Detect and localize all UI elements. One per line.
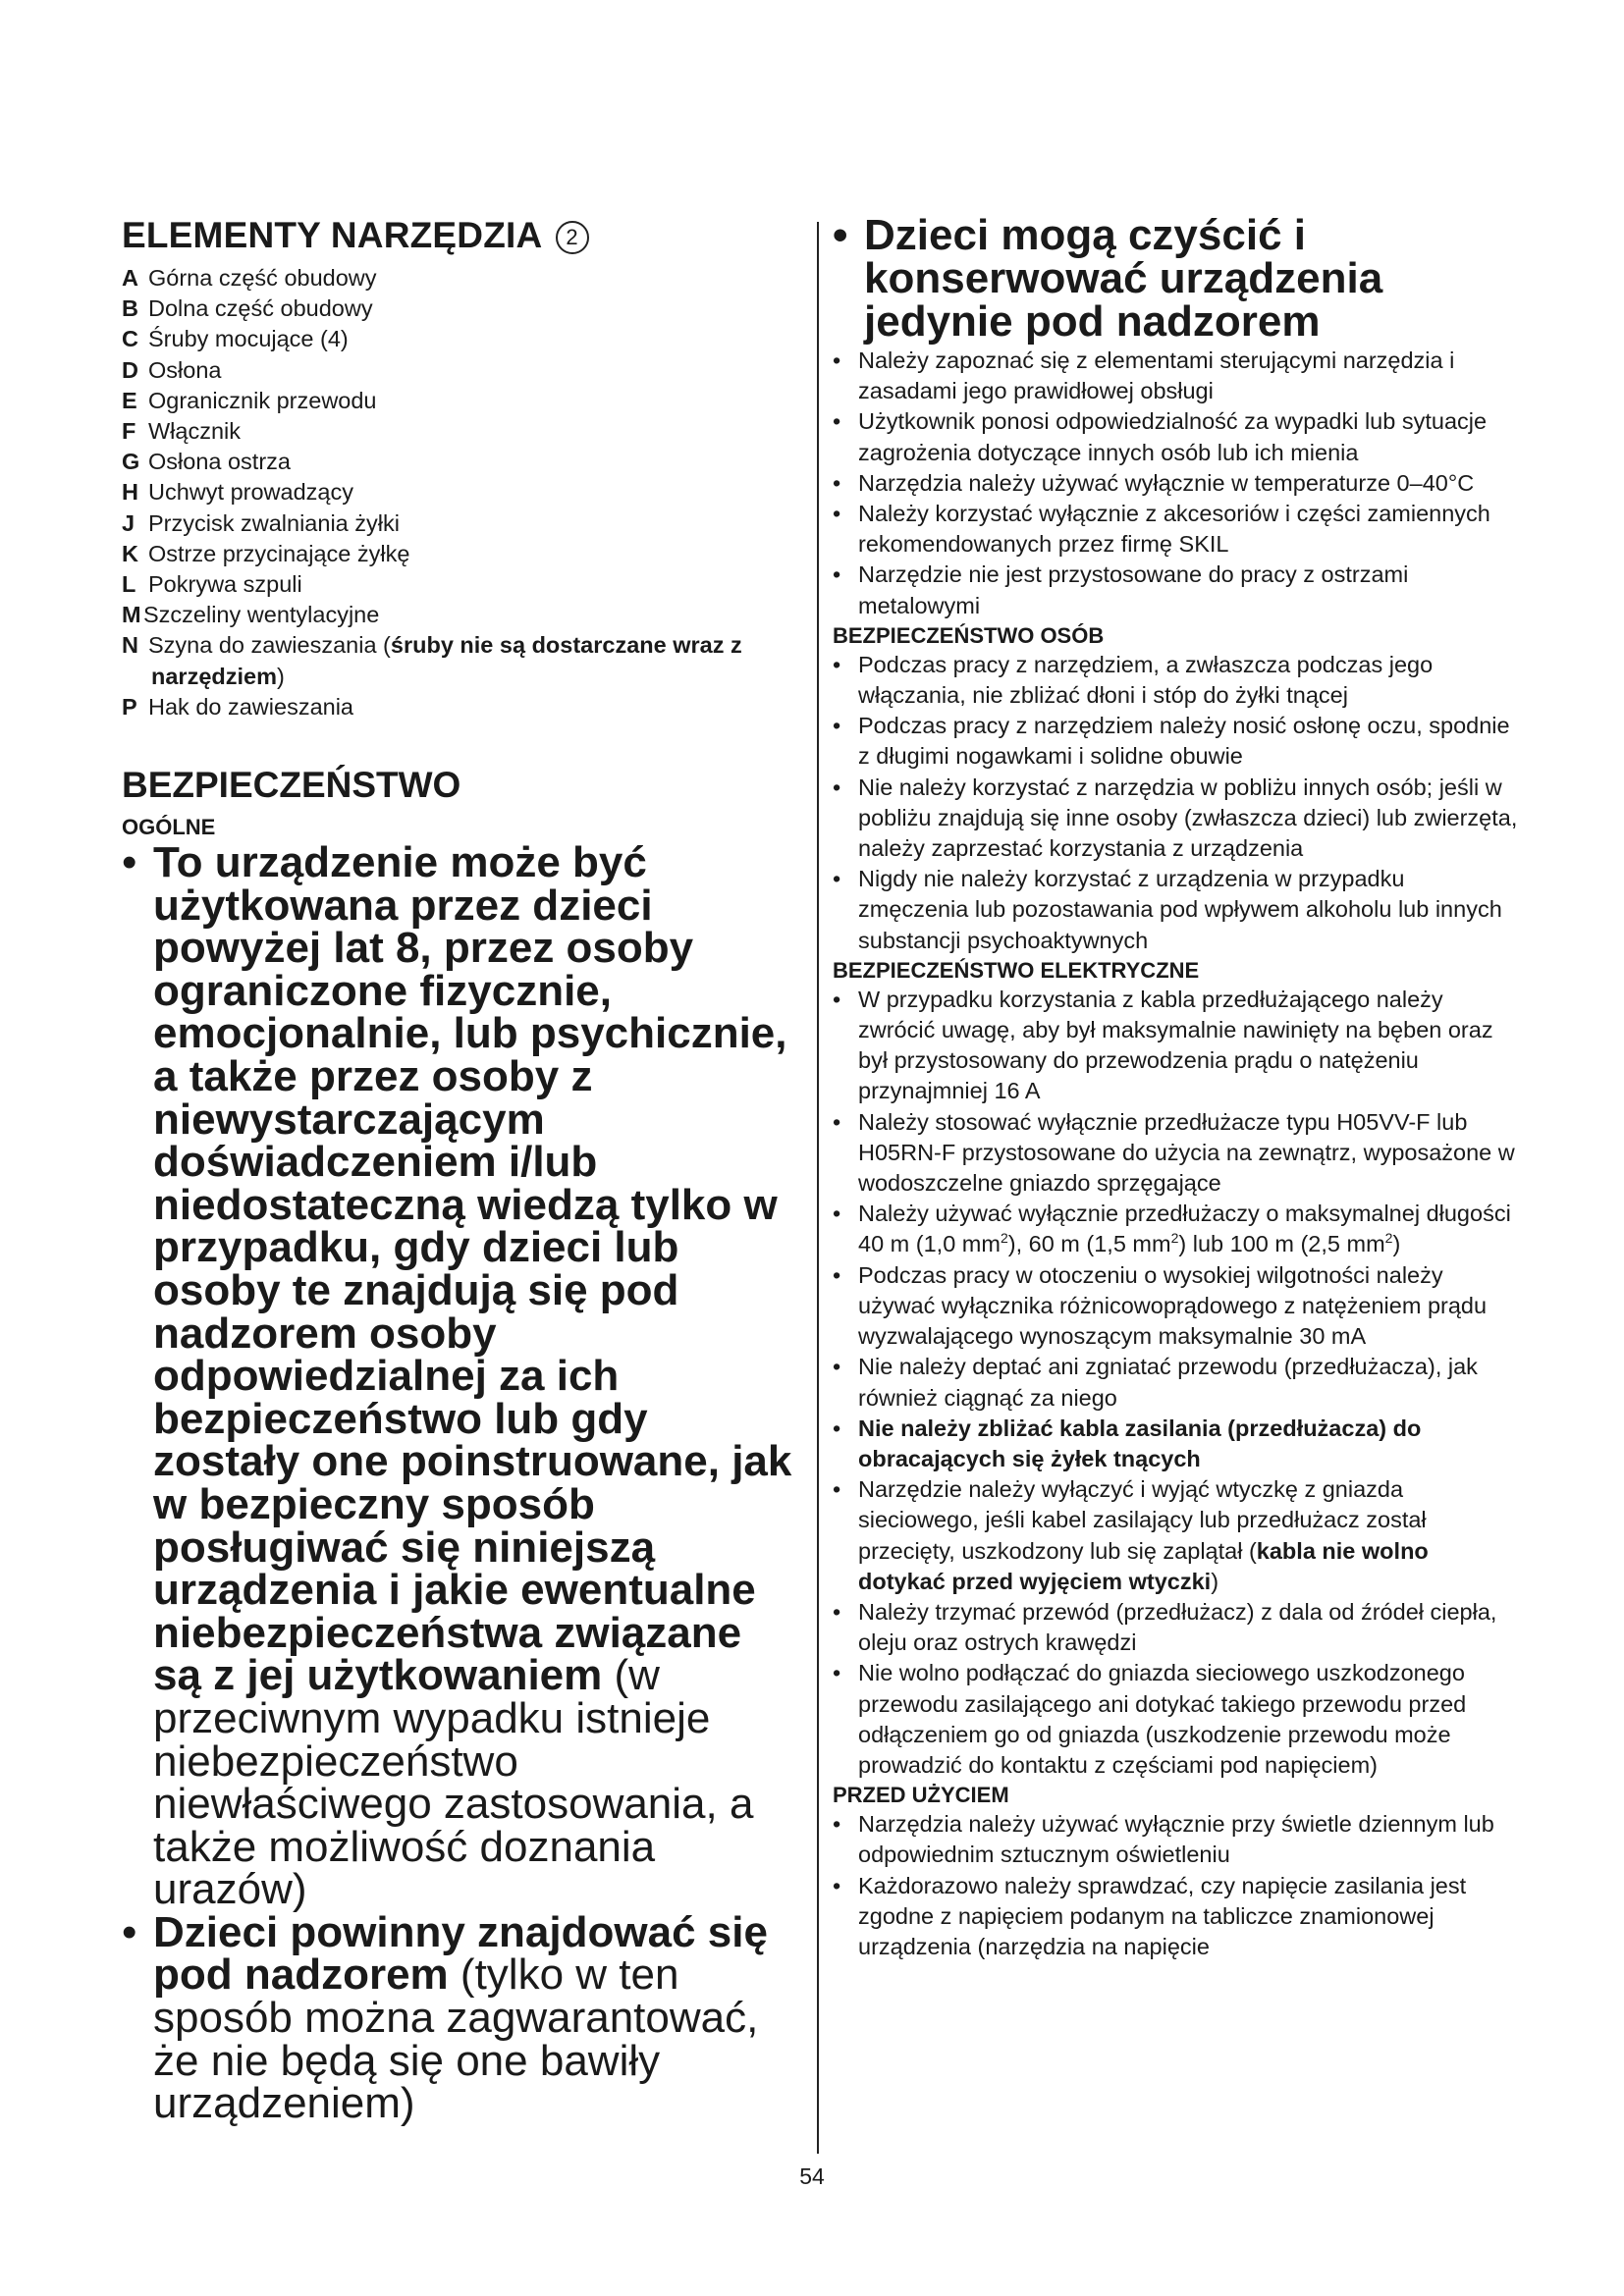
part-item: D Osłona xyxy=(122,356,222,383)
bullet-item: • Nie należy deptać ani zgniatać przewodu (przedłużacza), jak również ciągnąć za niego xyxy=(833,1354,1478,1411)
bullet-item: • Podczas pracy z narzędziem należy nosić osłonę oczu, spodnie z długimi nogawkami i solidne obuwie xyxy=(833,713,1510,770)
bullet-item: • Podczas pracy z narzędziem, a zwłaszcza podczas jego włączania, nie zbliżać dłoni i stóp do żyłki tnącej xyxy=(833,651,1434,709)
bullet-item: • W przypadku korzystania z kabla przedłużającego należy zwrócić uwagę, aby był maksymalnie nawinięty na bęben oraz był przystosowany do przewodzenia prądu o natężeniu przynajmniej 16 A xyxy=(833,986,1493,1104)
column-divider xyxy=(817,222,819,2154)
part-item: C Śruby mocujące (4) xyxy=(122,326,349,352)
general-subheading: OGÓLNE xyxy=(122,815,216,840)
general-big-item: • Dzieci powinny znajdować się pod nadzorem (tylko w ten sposób można zagwarantować, że nie będą się one bawiły urządzeniem) xyxy=(122,1907,768,2128)
bullet-item: • Narzędzia należy używać wyłącznie przy świetle dziennym lub odpowiednim sztucznym oświetleniu xyxy=(833,1811,1494,1868)
part-item: H Uchwyt prowadzący xyxy=(122,479,353,506)
elements-heading: ELEMENTY NARZĘDZIA 2 xyxy=(122,214,799,257)
part-item: B Dolna część obudowy xyxy=(122,295,373,322)
part-item: G Osłona ostrza xyxy=(122,449,291,475)
bullet-item: • Każdorazowo należy sprawdzać, czy napięcie zasilania jest zgodne z napięciem podanym na tabliczce znamionowej urządzenia (narzędzia na napięcie xyxy=(833,1872,1467,1959)
electrical-safety-heading: BEZPIECZEŃSTWO ELEKTRYCZNE xyxy=(833,957,1200,983)
children-supervision-item: • Dzieci mogą czyścić i konserwować urządzenia jedynie pod nadzorem xyxy=(833,211,1383,346)
bullet-item: • Nie należy korzystać z narzędzia w pobliżu innych osób; jeśli w pobliżu znajdują się inne osoby (zwłaszcza dzieci) lub zwierzęta, należy zaprzestać korzystania z urządzenia xyxy=(833,774,1518,862)
bullet-item: • Nie należy zbliżać kabla zasilania (przedłużacza) do obracających się żyłek tnących xyxy=(833,1415,1422,1471)
part-item: M Szczeliny wentylacyjne xyxy=(122,602,380,628)
bullet-item: • Podczas pracy w otoczeniu o wysokiej wilgotności należy używać wyłącznika różnicowoprądowego z natężeniem prądu wyzwalającego wynoszącym maksymalnie 30 mA xyxy=(833,1261,1488,1350)
part-item: N Szyna do zawieszania (śruby nie są dostarczane wraz z narzędziem) xyxy=(122,632,742,689)
before-use-heading: PRZED UŻYCIEM xyxy=(833,1783,1009,1808)
bullet-item: • Narzędzia należy używać wyłącznie w temperaturze 0–40°C xyxy=(833,469,1475,496)
part-item: F Włącznik xyxy=(122,418,242,445)
bullet-item: • Należy korzystać wyłącznie z akcesoriów i części zamiennych rekomendowanych przez firmę SKIL xyxy=(833,501,1490,558)
bullet-item: • Nigdy nie należy korzystać z urządzenia w przypadku zmęczenia lub pozostawania pod wpływem alkoholu lub innych substancji psychoaktywnych xyxy=(833,866,1502,953)
part-item: J Przycisk zwalniania żyłki xyxy=(122,509,400,536)
parts-list xyxy=(122,263,799,722)
part-item: L Pokrywa szpuli xyxy=(122,571,302,598)
part-item: P Hak do zawieszania xyxy=(122,693,353,720)
bullet-item: • Należy używać wyłącznie przedłużaczy o maksymalnej długości 40 m (1,0 $mm^2$), 60 m (1,5 $mm^2$) lub 100 m (2,5 $mm^2$) xyxy=(833,1201,1511,1257)
general-big-item: • To urządzenie może być użytkowana przez dzieci powyżej lat 8, przez osoby ograniczone fizycznie, emocjonalnie, lub psychicznie, a także przez osoby z niewystarczającym doświadczeniem i/lub niedostateczną wiedzą tylko w przypadku, gdy dzieci lub osoby te znajdują się pod nadzorem osoby odpowiedzialnej za ich bezpieczeństwo lub gdy zostały one poinstruowane, jak w bezpieczny sposób posługiwać się niniejszą urządzenia i jakie ewentualne niebezpieczeństwa związane są z jej użytkowaniem (w przeciwnym wypadku istnieje niebezpieczeństwo niewłaściwego zastosowania, a także możliwość doznania urazów) xyxy=(122,838,792,1914)
right-column xyxy=(833,211,1520,1962)
part-item: E Ogranicznik przewodu xyxy=(122,387,377,413)
page-number: 54 xyxy=(799,2163,825,2189)
figure-ref-circle: 2 xyxy=(556,221,589,254)
bullet-item: • Użytkownik ponosi odpowiedzialność za wypadki lub sytuacje zagrożenia dotyczące innych osób lub ich mienia xyxy=(833,408,1488,465)
part-item: K Ostrze przycinające żyłkę xyxy=(122,540,410,566)
bullet-item: • Należy stosować wyłącznie przedłużacze typu H05VV-F lub H05RN-F przystosowane do użycia na zewnątrz, wyposażone w wodoszczelne gniazdo sprzęgające xyxy=(833,1108,1515,1197)
part-item: A Górna część obudowy xyxy=(122,265,377,291)
bullet-item: • Nie wolno podłączać do gniazda sieciowego uszkodzonego przewodu zasilającego ani dotykać takiego przewodu przed odłączeniem go od gniazda (uszkodzenie przewodu może prowadzić do kontaktu z częściami pod napięciem) xyxy=(833,1660,1467,1778)
persons-safety-heading: BEZPIECZEŃSTWO OSÓB xyxy=(833,622,1105,648)
bullet-item: • Należy trzymać przewód (przedłużacz) z dala od źródeł ciepła, oleju oraz ostrych krawędzi xyxy=(833,1598,1497,1656)
left-column xyxy=(122,214,799,2128)
bullet-item: • Należy zapoznać się z elementami sterującymi narzędzia i zasadami jego prawidłowej obsługi xyxy=(833,347,1455,404)
bullet-item: • Narzędzie należy wyłączyć i wyjąć wtyczkę z gniazda sieciowego, jeśli kabel zasilający lub przedłużacz został przecięty, uszkodzony lub się zaplątał (kabla nie wolno dotykać przed wyjęciem wtyczki) xyxy=(833,1476,1429,1594)
bullet-item: • Narzędzie nie jest przystosowane do pracy z ostrzami metalowymi xyxy=(833,561,1409,618)
safety-heading: BEZPIECZEŃSTWO xyxy=(122,765,461,806)
